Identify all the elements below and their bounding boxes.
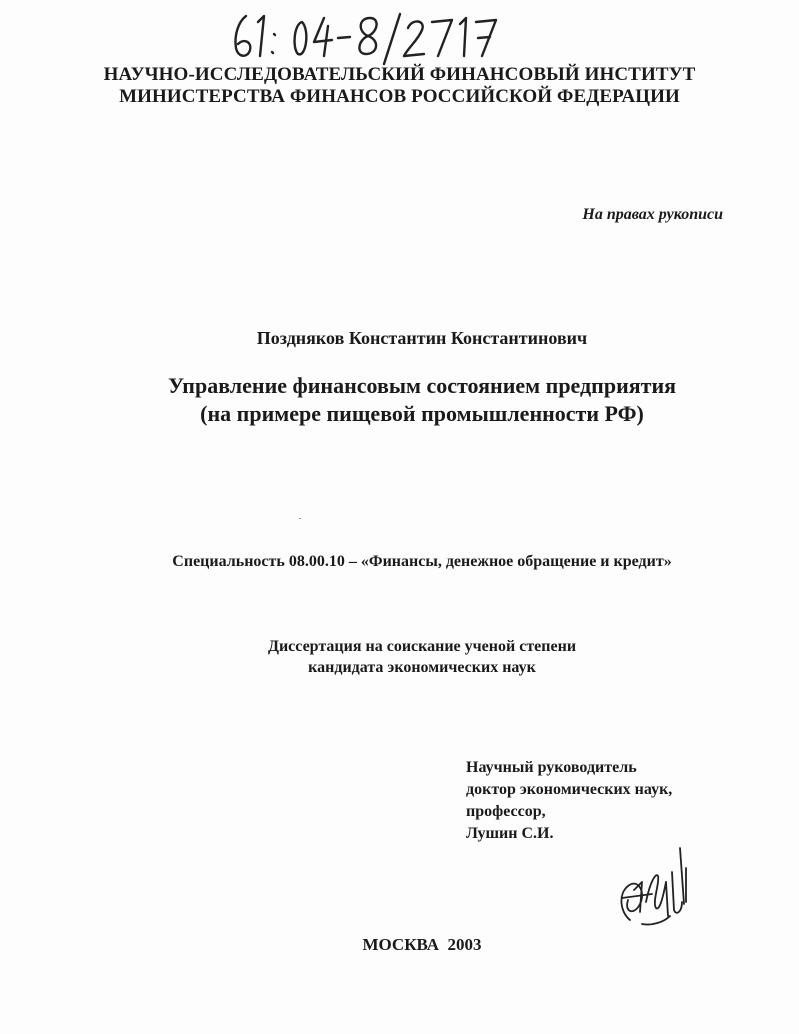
title-line-1: Управление финансовым состоянием предприятия (167, 373, 677, 398)
degree-line-2: кандидата экономических наук (308, 659, 536, 676)
degree-line-1: Диссертация на соискание ученой степени (267, 638, 577, 655)
scan-speck (299, 518, 301, 519)
specialty-line: Специальность 08.00.10 – «Финансы, денежное обращение и кредит» (172, 553, 672, 570)
handwritten-signature (612, 842, 702, 932)
author-name: Поздняков Константин Константинович (256, 328, 588, 348)
city-and-year: МОСКВА 2003 (362, 935, 482, 954)
handwritten-archive-number-drawing (228, 8, 508, 70)
institute-line-2: МИНИСТЕРСТВА ФИНАНСОВ РОССИЙСКОЙ ФЕДЕРАЦИИ (119, 86, 680, 107)
degree-statement (0, 636, 799, 678)
signature-drawing (612, 842, 702, 932)
supervisor-block (466, 757, 672, 845)
supervisor-role: Научный руководитель (466, 759, 637, 776)
supervisor-rank: профессор, (466, 803, 546, 820)
manuscript-rights-note: На правах рукописи (582, 206, 723, 223)
institute-line-1: НАУЧНО-ИССЛЕДОВАТЕЛЬСКИЙ ФИНАНСОВЫЙ ИНСТИТУТ (103, 64, 696, 85)
handwritten-archive-number (228, 8, 508, 70)
institute-header (0, 64, 799, 108)
dissertation-title (0, 372, 799, 428)
title-line-2: (на примере пищевой промышленности РФ) (200, 401, 644, 426)
supervisor-name: Лушин С.И. (466, 825, 554, 842)
supervisor-degree: доктор экономических наук, (466, 781, 673, 798)
